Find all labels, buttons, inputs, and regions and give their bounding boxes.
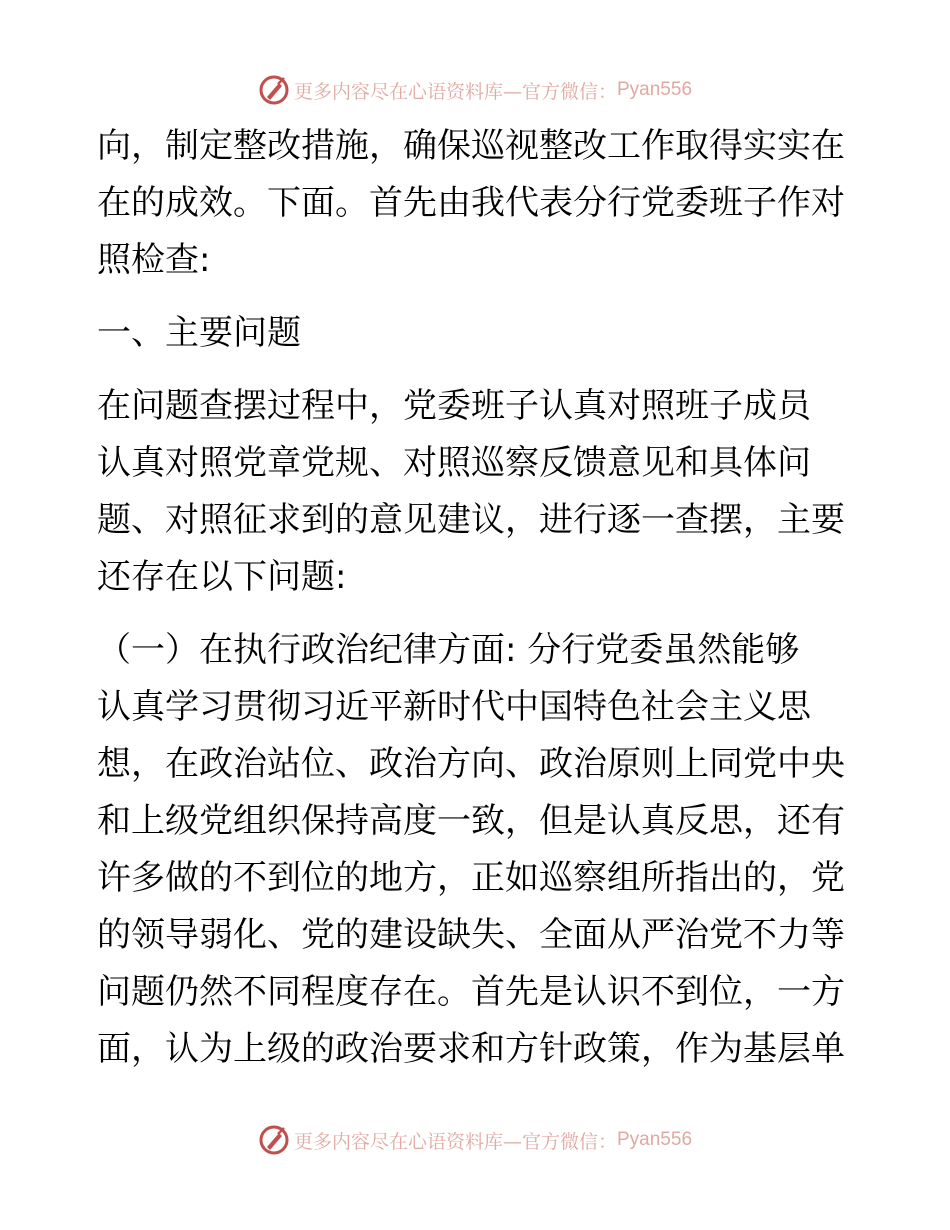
heading-main-problems: 一、主要问题 [97,313,301,353]
footer-watermark [0,1120,950,1160]
paragraph-intro [97,118,857,289]
text-line: 问题仍然不同程度存在。首先是认识不到位，一方 [97,972,845,1012]
text-line: 认真对照党章党规、对照巡察反馈意见和具体问 [97,443,811,483]
text-line: 和上级党组织保持高度一致，但是认真反思，还有 [97,801,845,841]
paragraph-political-discipline [97,622,857,1078]
text-line: 照检查: [97,240,211,280]
paragraph-problem-review [97,378,857,606]
text-line: 想，在政治站位、政治方向、政治原则上同党中央 [97,744,845,784]
text-line: 还存在以下问题: [97,557,347,597]
watermark-text: 更多内容尽在心语资料库—官方微信： [293,80,617,103]
text-line: 许多做的不到位的地方，正如巡察组所指出的，党 [97,858,845,898]
text-line: （一）在执行政治纪律方面: 分行党委虽然能够 [97,630,800,670]
document-body [97,118,857,1078]
section-heading [97,305,857,362]
text-line: 题、对照征求到的意见建议，进行逐一查摆，主要 [97,500,845,540]
watermark-text: 更多内容尽在心语资料库—官方微信： [293,1130,617,1153]
text-line: 向，制定整改措施，确保巡视整改工作取得实实在 [97,126,845,166]
text-line: 在的成效。下面。首先由我代表分行党委班子作对 [97,183,845,223]
text-line: 的领导弱化、党的建设缺失、全面从严治党不力等 [97,915,845,955]
header-watermark [0,70,950,110]
text-line: 认真学习贯彻习近平新时代中国特色社会主义思 [97,687,811,727]
pen-seal-logo-icon [258,74,290,106]
pen-seal-logo-icon [258,1124,290,1156]
watermark-wechat-id: Pyan556 [617,79,693,100]
text-line: 面，认为上级的政治要求和方针政策，作为基层单 [97,1029,845,1069]
watermark-wechat-id: Pyan556 [617,1129,693,1150]
text-line: 在问题查摆过程中，党委班子认真对照班子成员 [97,386,811,426]
